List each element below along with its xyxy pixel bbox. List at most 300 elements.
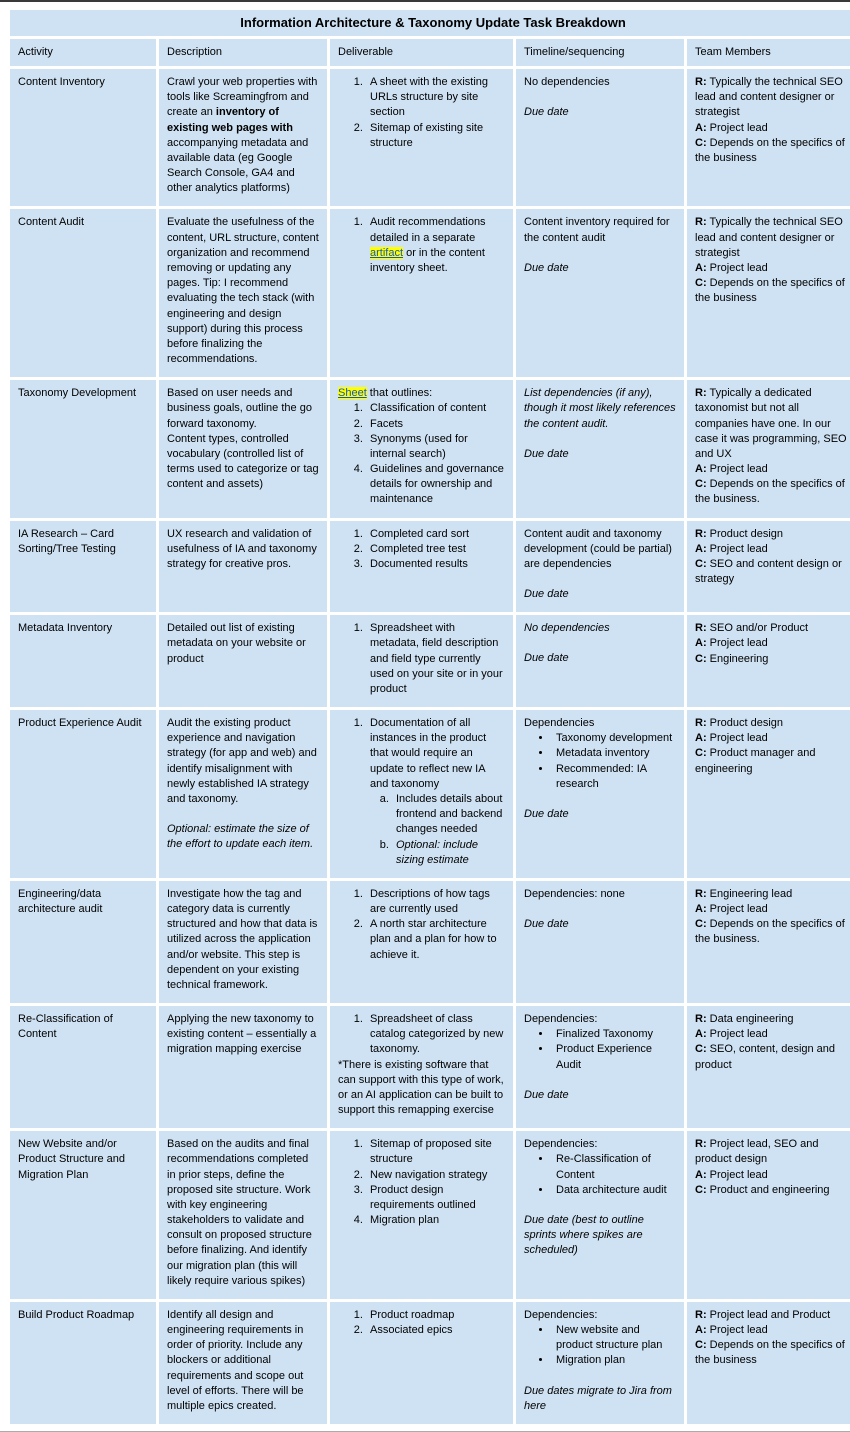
- list-item: [366, 417, 505, 432]
- blank-line: [524, 246, 676, 261]
- text-run: R:: [695, 76, 707, 89]
- text-run: List dependencies (if any), though it most likely references the content audit.: [524, 387, 676, 430]
- blank-line: [524, 792, 676, 807]
- text-run: Due date: [524, 1088, 569, 1101]
- sublist-item: [392, 792, 505, 838]
- paragraph: [167, 887, 319, 993]
- text-run: R:: [695, 1138, 707, 1151]
- paragraph: [695, 276, 848, 306]
- text-run: Based on the audits and final recommendations completed in prior steps, define the proposed site structure. Work with key engineering stakeholders to validate and consult on proposed structure before finalizing. And identify our migration plan (this will likely require various spikes): [167, 1138, 312, 1287]
- list-item: [366, 1213, 505, 1228]
- text-run: Product design: [706, 717, 784, 730]
- text-run: A:: [695, 1028, 707, 1041]
- activity-label: Content Inventory: [18, 76, 105, 89]
- numbered-list: [338, 1012, 505, 1058]
- title-row: [10, 10, 850, 36]
- table-row: [10, 209, 850, 377]
- list-item: [366, 557, 505, 572]
- paragraph: [167, 1137, 319, 1289]
- cell-activity: [10, 615, 156, 707]
- text-run: Project lead and Product: [706, 1308, 831, 1321]
- text-run: R:: [695, 887, 707, 900]
- cell-activity: [10, 380, 156, 517]
- cell-deliverable: [330, 710, 513, 878]
- activity-label: Taxonomy Development: [18, 387, 137, 400]
- paragraph: [695, 1137, 848, 1167]
- activity-label: Product Experience Audit: [18, 717, 142, 730]
- text-run: Detailed out list of existing metadata on your website or product: [167, 622, 306, 665]
- paragraph: [695, 1183, 848, 1198]
- text-run: Due dates migrate to Jira from here: [524, 1384, 672, 1412]
- bullet-list: [524, 731, 676, 792]
- list-item: [366, 1323, 505, 1338]
- text-run: Dependencies:: [524, 1013, 598, 1026]
- text-run: C:: [695, 747, 707, 760]
- cell-activity: [10, 1131, 156, 1299]
- paragraph: [338, 1058, 505, 1119]
- paragraph: [695, 557, 848, 587]
- text-run: C:: [695, 1183, 707, 1196]
- column-header-description: Description: [159, 39, 327, 66]
- blank-line: [524, 902, 676, 917]
- cell-timeline: [516, 380, 684, 517]
- text-run: Due date: [524, 918, 569, 931]
- list-item: [552, 731, 676, 746]
- text-run: Depends on the specifics of the business.: [695, 478, 845, 506]
- text-run: Metadata inventory: [556, 747, 650, 760]
- text-run: Dependencies: none: [524, 887, 625, 900]
- paragraph: [695, 136, 848, 166]
- text-run: C:: [695, 478, 707, 491]
- text-run: Audit the existing product experience and navigation strategy (for app and web) and identify misalignment with newly established IA strategy and taxonomy.: [167, 717, 317, 805]
- paragraph: [695, 261, 848, 276]
- cell-team: [687, 521, 850, 613]
- text-run: Typically the technical SEO lead and content designer or strategist: [695, 216, 843, 259]
- paragraph: [167, 75, 319, 196]
- cell-timeline: [516, 1006, 684, 1128]
- text-run: Project lead: [706, 903, 768, 916]
- text-run: Sitemap of proposed site structure: [370, 1138, 492, 1166]
- text-run: Audit recommendations detailed in a separate: [370, 216, 486, 244]
- cell-team: [687, 615, 850, 707]
- text-run: Migration plan: [556, 1354, 626, 1367]
- paragraph: [695, 477, 848, 507]
- text-run: Taxonomy development: [556, 732, 673, 745]
- text-run: Synonyms (used for internal search): [370, 432, 468, 460]
- paragraph: [695, 1323, 848, 1338]
- paragraph: [695, 731, 848, 746]
- paragraph: [167, 621, 319, 667]
- text-run: Guidelines and governance details for ownership and maintenance: [370, 463, 504, 506]
- text-run: A:: [695, 121, 707, 134]
- paragraph: [524, 261, 676, 276]
- list-item: [552, 1152, 676, 1182]
- paragraph: [695, 716, 848, 731]
- text-run: SEO and content design or strategy: [695, 557, 842, 586]
- text-run: Project lead: [706, 463, 768, 476]
- text-run: Re-Classification of Content: [556, 1153, 651, 1181]
- text-run: A:: [695, 463, 707, 476]
- column-header-activity: Activity: [10, 39, 156, 66]
- paragraph: [524, 1308, 676, 1323]
- numbered-list: [338, 887, 505, 963]
- sheet-link[interactable]: Sheet: [338, 387, 367, 400]
- cell-description: [159, 1006, 327, 1128]
- text-run: C:: [695, 1043, 707, 1056]
- task-breakdown-table: [7, 7, 850, 1427]
- text-run: Due date: [524, 447, 569, 460]
- paragraph: [695, 462, 848, 477]
- cell-deliverable: [330, 209, 513, 377]
- text-run: R:: [695, 387, 707, 400]
- text-run: SEO, content, design and product: [695, 1043, 836, 1071]
- blank-line: [524, 1369, 676, 1384]
- list-item: [366, 1183, 505, 1213]
- text-run: Depends on the specifics of the business.: [695, 918, 845, 946]
- paragraph: [524, 1137, 676, 1152]
- list-item: [552, 1353, 676, 1368]
- blank-line: [167, 807, 319, 822]
- table-row: [10, 1006, 850, 1128]
- text-run: Dependencies:: [524, 1138, 598, 1151]
- column-header-row: [10, 39, 850, 66]
- cell-deliverable: [330, 1302, 513, 1424]
- text-run: R:: [695, 1308, 707, 1321]
- text-run: A north star architecture plan and a plan for how to achieve it.: [370, 918, 497, 961]
- text-run: Spreadsheet with metadata, field description and field type currently used on your site or in your product: [370, 622, 503, 695]
- paragraph: [695, 636, 848, 651]
- cell-deliverable: [330, 380, 513, 517]
- artifact-link[interactable]: artifact: [370, 246, 404, 259]
- cell-deliverable: [330, 69, 513, 206]
- numbered-list: [338, 716, 505, 868]
- paragraph: [524, 215, 676, 245]
- column-header-timeline-sequencing: Timeline/sequencing: [516, 39, 684, 66]
- numbered-list: [338, 75, 505, 151]
- text-run: Project lead: [706, 262, 768, 274]
- numbered-list: [338, 1308, 505, 1338]
- text-run: Applying the new taxonomy to existing content – essentially a migration mapping exercise: [167, 1013, 317, 1056]
- paragraph: [167, 716, 319, 807]
- paragraph: [695, 527, 848, 542]
- table-row: [10, 1131, 850, 1299]
- table-row: [10, 881, 850, 1003]
- list-item: [366, 401, 505, 416]
- blank-line: [524, 1198, 676, 1213]
- cell-activity: [10, 521, 156, 613]
- paragraph: [695, 1027, 848, 1042]
- paragraph: [695, 215, 848, 261]
- cell-timeline: [516, 1302, 684, 1424]
- text-run: Associated epics: [370, 1324, 453, 1337]
- paragraph: [695, 542, 848, 557]
- paragraph: [524, 621, 676, 636]
- blank-line: [524, 432, 676, 447]
- table-row: [10, 69, 850, 206]
- cell-deliverable: [330, 881, 513, 1003]
- text-run: Investigate how the tag and category data is currently structured and how that data is utilized across the application and/or website. This step is dependent on your existing technical framework.: [167, 887, 318, 991]
- paragraph: [167, 386, 319, 432]
- text-run: Project lead: [706, 637, 768, 650]
- cell-deliverable: [330, 615, 513, 707]
- list-item: [366, 215, 505, 276]
- column-header-team-members: Team Members: [687, 39, 850, 66]
- text-run: C:: [695, 918, 707, 931]
- text-run: Project lead, SEO and product design: [695, 1138, 819, 1166]
- text-run: or in the content inventory sheet.: [370, 246, 485, 274]
- cell-description: [159, 521, 327, 613]
- cell-deliverable: [330, 1131, 513, 1299]
- text-run: C:: [695, 557, 707, 570]
- paragraph: [695, 902, 848, 917]
- cell-description: [159, 710, 327, 878]
- paragraph: [695, 917, 848, 947]
- text-run: accompanying metadata and available data (eg Google Search Console, GA4 and other analytics platforms): [167, 136, 309, 195]
- list-item: [552, 1323, 676, 1353]
- paragraph: [524, 105, 676, 120]
- paragraph: [524, 527, 676, 573]
- text-run: Crawl your web properties with tools like Screamingfrom and create an: [167, 76, 318, 119]
- paragraph: [695, 621, 848, 636]
- cell-description: [159, 881, 327, 1003]
- cell-activity: [10, 710, 156, 878]
- paragraph: [695, 1012, 848, 1027]
- cell-timeline: [516, 69, 684, 206]
- numbered-list: [338, 215, 505, 276]
- text-run: Dependencies:: [524, 1308, 598, 1321]
- list-item: [366, 527, 505, 542]
- list-item: [366, 1308, 505, 1323]
- paragraph: [524, 651, 676, 666]
- blank-line: [524, 636, 676, 651]
- paragraph: [524, 1384, 676, 1414]
- text-run: A:: [695, 262, 707, 274]
- text-run: Completed card sort: [370, 527, 470, 540]
- paragraph: [167, 822, 319, 852]
- text-run: Engineering: [706, 652, 769, 665]
- sublist-item: [392, 838, 505, 868]
- list-item: [366, 1137, 505, 1167]
- text-run: inventory of existing web pages with: [167, 106, 293, 134]
- paragraph: [695, 1168, 848, 1183]
- paragraph: [524, 1213, 676, 1259]
- numbered-list: [338, 621, 505, 697]
- text-run: New website and product structure plan: [556, 1324, 663, 1352]
- cell-description: [159, 615, 327, 707]
- text-run: New navigation strategy: [370, 1168, 488, 1181]
- text-run: A:: [695, 903, 707, 916]
- paragraph: [167, 1012, 319, 1058]
- cell-timeline: [516, 710, 684, 878]
- column-header-deliverable: Deliverable: [330, 39, 513, 66]
- numbered-list: [338, 527, 505, 573]
- cell-description: [159, 209, 327, 377]
- text-run: C:: [695, 136, 707, 149]
- alpha-sublist: [370, 792, 505, 868]
- text-run: Finalized Taxonomy: [556, 1028, 654, 1041]
- list-item: [366, 542, 505, 557]
- text-run: Classification of content: [370, 402, 487, 415]
- paragraph: [695, 1308, 848, 1323]
- text-run: Recommended: IA research: [556, 762, 647, 790]
- table-row: [10, 380, 850, 517]
- text-run: Project lead: [706, 1324, 768, 1337]
- paragraph: [167, 1308, 319, 1414]
- cell-deliverable: [330, 521, 513, 613]
- paragraph: [524, 1012, 676, 1027]
- paragraph: [524, 447, 676, 462]
- text-run: Product and engineering: [706, 1183, 830, 1196]
- paragraph: [695, 746, 848, 776]
- text-run: Completed tree test: [370, 542, 466, 555]
- list-item: [366, 121, 505, 151]
- text-run: *There is existing software that can support with this type of work, or an AI application can be built to support this remapping exercise: [338, 1058, 504, 1117]
- cell-activity: [10, 1302, 156, 1424]
- text-run: Optional: include sizing estimate: [396, 838, 478, 866]
- text-run: Based on user needs and business goals, outline the go forward taxonomy.: [167, 387, 312, 430]
- text-run: A:: [695, 542, 707, 555]
- list-item: [366, 716, 505, 868]
- table-row: [10, 521, 850, 613]
- paragraph: [524, 917, 676, 932]
- list-item: [552, 746, 676, 761]
- paragraph: [338, 386, 505, 401]
- list-item: [366, 75, 505, 121]
- text-run: Due date: [524, 588, 569, 601]
- cell-timeline: [516, 521, 684, 613]
- paragraph: [524, 1088, 676, 1103]
- activity-label: IA Research – Card Sorting/Tree Testing: [18, 527, 116, 555]
- text-run: R:: [695, 216, 707, 229]
- text-run: Typically a dedicated taxonomist but not all companies have one. In our case it was programming, SEO and UX: [695, 387, 847, 460]
- text-run: Typically the technical SEO lead and content designer or strategist: [695, 76, 843, 119]
- cell-activity: [10, 209, 156, 377]
- cell-deliverable: [330, 1006, 513, 1128]
- text-run: Product Experience Audit: [556, 1043, 652, 1071]
- text-run: Facets: [370, 417, 404, 430]
- table-title: Information Architecture & Taxonomy Update Task Breakdown: [10, 10, 850, 36]
- cell-timeline: [516, 881, 684, 1003]
- table-row: [10, 710, 850, 878]
- text-run: A:: [695, 732, 707, 745]
- text-run: No dependencies: [524, 622, 610, 635]
- activity-label: Build Product Roadmap: [18, 1308, 135, 1321]
- text-run: Product manager and engineering: [695, 747, 816, 775]
- bullet-list: [524, 1323, 676, 1369]
- paragraph: [167, 527, 319, 573]
- text-run: Project lead: [706, 1028, 768, 1041]
- text-run: Product design requirements outlined: [370, 1183, 476, 1211]
- text-run: Depends on the specifics of the business: [695, 1339, 845, 1367]
- cell-team: [687, 881, 850, 1003]
- list-item: [366, 887, 505, 917]
- numbered-list: [338, 401, 505, 507]
- text-run: Content inventory required for the content audit: [524, 216, 670, 244]
- cell-team: [687, 1131, 850, 1299]
- cell-timeline: [516, 209, 684, 377]
- cell-team: [687, 380, 850, 517]
- text-run: R:: [695, 622, 707, 635]
- cell-description: [159, 380, 327, 517]
- blank-line: [524, 572, 676, 587]
- activity-label: Metadata Inventory: [18, 622, 113, 635]
- text-run: Content types, controlled vocabulary (controlled list of terms used to categorize or tag content and assets): [167, 432, 319, 491]
- paragraph: [695, 75, 848, 121]
- text-run: Identify all design and engineering requirements in order of priority. Include any blockers or additional requirements and scope out level of efforts. There will be multiple epics created.: [167, 1308, 304, 1412]
- paragraph: [524, 887, 676, 902]
- paragraph: [524, 386, 676, 432]
- text-run: Due date: [524, 261, 569, 274]
- text-run: A:: [695, 637, 707, 650]
- paragraph: [524, 807, 676, 822]
- cell-description: [159, 69, 327, 206]
- text-run: Project lead: [706, 542, 768, 555]
- text-run: Project lead: [706, 1168, 768, 1181]
- blank-line: [524, 1073, 676, 1088]
- text-run: Optional: estimate the size of the effort to update each item.: [167, 823, 314, 851]
- text-run: Documented results: [370, 557, 468, 570]
- blank-line: [524, 90, 676, 105]
- text-run: Due date (best to outline sprints where spikes are scheduled): [524, 1213, 644, 1257]
- list-item: [366, 432, 505, 462]
- bullet-list: [524, 1152, 676, 1198]
- text-run: SEO and/or Product: [706, 622, 809, 635]
- cell-team: [687, 710, 850, 878]
- cell-activity: [10, 881, 156, 1003]
- text-run: A:: [695, 1168, 707, 1181]
- text-run: Spreadsheet of class catalog categorized by new taxonomy.: [370, 1013, 504, 1056]
- paragraph: [695, 887, 848, 902]
- list-item: [552, 762, 676, 792]
- text-run: Descriptions of how tags are currently used: [370, 887, 490, 916]
- list-item: [366, 1012, 505, 1058]
- text-run: Sitemap of existing site structure: [370, 121, 484, 149]
- text-run: Due date: [524, 652, 569, 665]
- table-row: [10, 1302, 850, 1424]
- text-run: Product roadmap: [370, 1308, 455, 1321]
- paragraph: [524, 587, 676, 602]
- text-run: Project lead: [706, 732, 768, 745]
- activity-label: New Website and/or Product Structure and Migration Plan: [18, 1138, 126, 1181]
- text-run: Due date: [524, 807, 569, 820]
- paragraph: [524, 716, 676, 731]
- cell-timeline: [516, 1131, 684, 1299]
- text-run: C:: [695, 652, 707, 665]
- table-row: [10, 615, 850, 707]
- text-run: Project lead: [706, 121, 768, 134]
- activity-label: Content Audit: [18, 216, 85, 229]
- text-run: Due date: [524, 106, 569, 119]
- text-run: Includes details about frontend and backend changes needed: [396, 792, 503, 836]
- text-run: Documentation of all instances in the product that would require an update to reflect new IA and taxonomy: [370, 717, 487, 790]
- paragraph: [167, 432, 319, 493]
- paragraph: [524, 75, 676, 90]
- paragraph: [695, 386, 848, 462]
- cell-team: [687, 1302, 850, 1424]
- text-run: R:: [695, 1013, 707, 1026]
- text-run: A sheet with the existing URLs structure by site section: [370, 76, 489, 119]
- list-item: [366, 621, 505, 697]
- cell-description: [159, 1302, 327, 1424]
- text-run: Evaluate the usefulness of the content, URL structure, content organization and recommend removing or updating any pages. Tip: I recommend evaluating the tech stack (with engineering and design support) during this process before finalizing the recommendations.: [167, 216, 319, 366]
- list-item: [366, 462, 505, 508]
- text-run: R:: [695, 717, 707, 730]
- text-run: No dependencies: [524, 76, 610, 89]
- text-run: C:: [695, 277, 707, 290]
- list-item: [552, 1042, 676, 1072]
- text-run: Dependencies: [524, 717, 595, 730]
- paragraph: [167, 215, 319, 367]
